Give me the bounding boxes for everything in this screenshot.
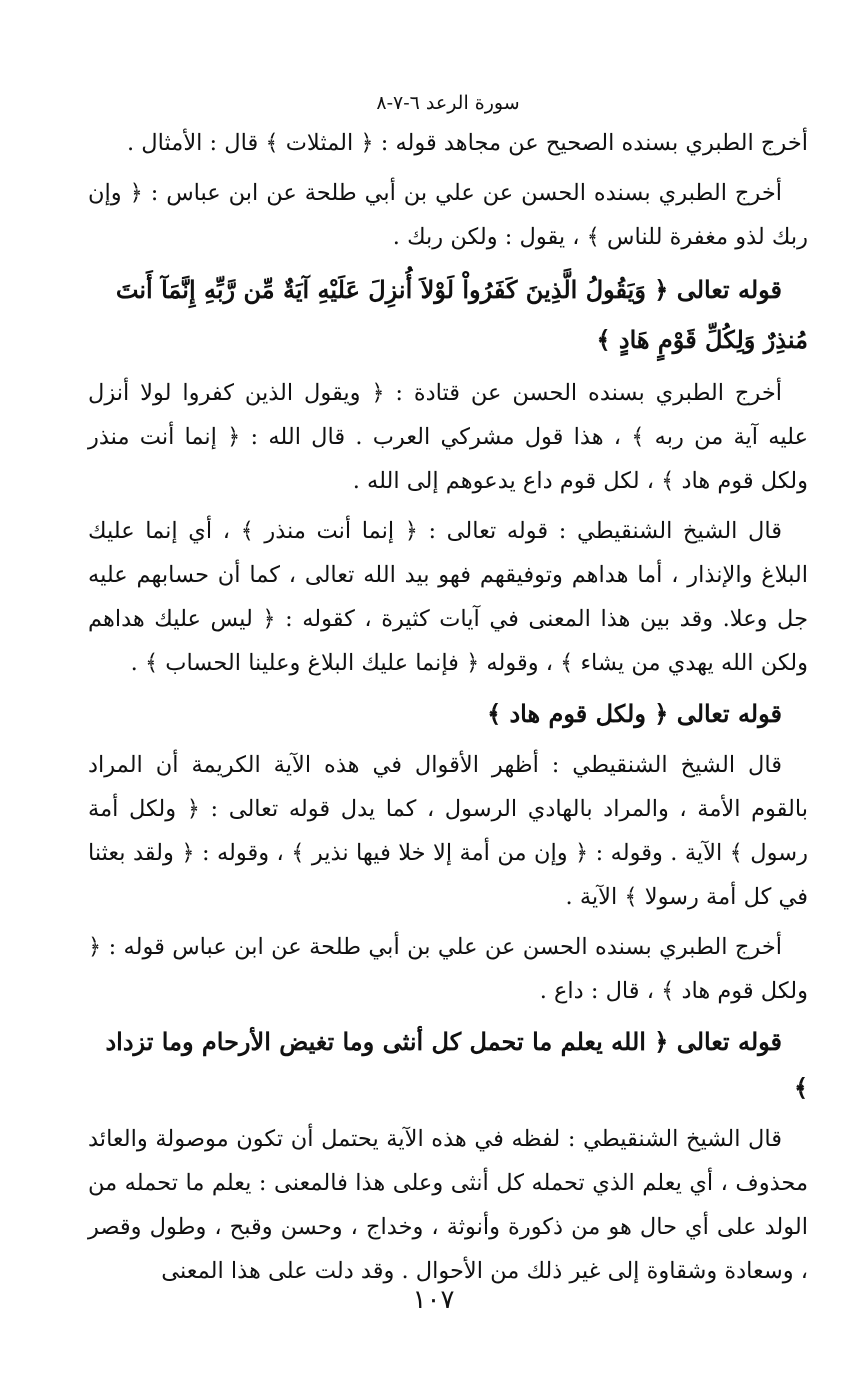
verse-heading: قوله تعالى ﴿ وَيَقُولُ الَّذِينَ كَفَرُواْ لَوْلاَ أُنزِلَ عَلَيْهِ آيَةٌ مِّن رَّبِّهِ إِنَّمَآ أَنتَ مُنذِرٌ وَلِكُلِّ قَوْمٍ هَادٍ ﴾	[115, 275, 808, 354]
page-number: ١٠٧	[412, 1285, 455, 1315]
paragraph: أخرج الطبري بسنده الحسن عن علي بن أبي طلحة عن ابن عباس قوله : ﴿ ولكل قوم هاد ﴾ ، قال : داع .	[88, 934, 808, 1004]
paragraph: قال الشيخ الشنقيطي : قوله تعالى : ﴿ إنما أنت منذر ﴾ ، أي إنما عليك البلاغ والإنذار ، أما هداهم وتوفيقهم فهو بيد الله تعالى ، كما أن حسابهم عليه جل وعلا. وقد بين هذا المعنى في آيات كثيرة ، كقوله : ﴿ ليس عليك هداهم ولكن الله يهدي من يشاء ﴾ ، وقوله ﴿ فإنما عليك البلاغ وعلينا الحساب ﴾ .	[88, 518, 808, 676]
verse-heading: قوله تعالى ﴿ الله يعلم ما تحمل كل أنثى وما تغيض الأرحام وما تزداد ﴾	[105, 1027, 808, 1102]
paragraph: أخرج الطبري بسنده الحسن عن قتادة : ﴿ ويقول الذين كفروا لولا أنزل عليه آية من ربه ﴾ ، هذا قول مشركي العرب . قال الله : ﴿ إنما أنت منذر ولكل قوم هاد ﴾ ، لكل قوم داع يدعوهم إلى الله .	[88, 380, 808, 494]
verse-heading: قوله تعالى ﴿ ولكل قوم هاد ﴾	[487, 699, 782, 728]
paragraph: أخرج الطبري بسنده الحسن عن علي بن أبي طلحة عن ابن عباس : ﴿ وإن ربك لذو مغفرة للناس ﴾ ، يقول : ولكن ربك .	[88, 180, 808, 250]
paragraph: أخرج الطبري بسنده الصحيح عن مجاهد قوله : ﴿ المثلات ﴾ قال : الأمثال .	[126, 130, 808, 156]
page-header: سورة الرعد ٦-٧-٨	[376, 92, 520, 114]
book-page	[88, 85, 808, 1375]
paragraph: قال الشيخ الشنقيطي : لفظه في هذه الآية يحتمل أن تكون موصولة والعائد محذوف ، أي يعلم الذي تحمله كل أنثى وعلى هذا فالمعنى : يعلم ما تحمله من الولد على أي حال هو من ذكورة وأنوثة ، وخداج ، وحسن وقبح ، وطول وقصر ، وسعادة وشقاوة إلى غير ذلك من الأحوال . وقد دلت على هذا المعنى	[88, 1126, 808, 1284]
paragraph: قال الشيخ الشنقيطي : أظهر الأقوال في هذه الآية الكريمة أن المراد بالقوم الأمة ، والمراد بالهادي الرسول ، كما يدل قوله تعالى : ﴿ ولكل أمة رسول ﴾ الآية . وقوله : ﴿ وإن من أمة إلا خلا فيها نذير ﴾ ، وقوله : ﴿ ولقد بعثنا في كل أمة رسولا ﴾ الآية .	[88, 752, 808, 910]
